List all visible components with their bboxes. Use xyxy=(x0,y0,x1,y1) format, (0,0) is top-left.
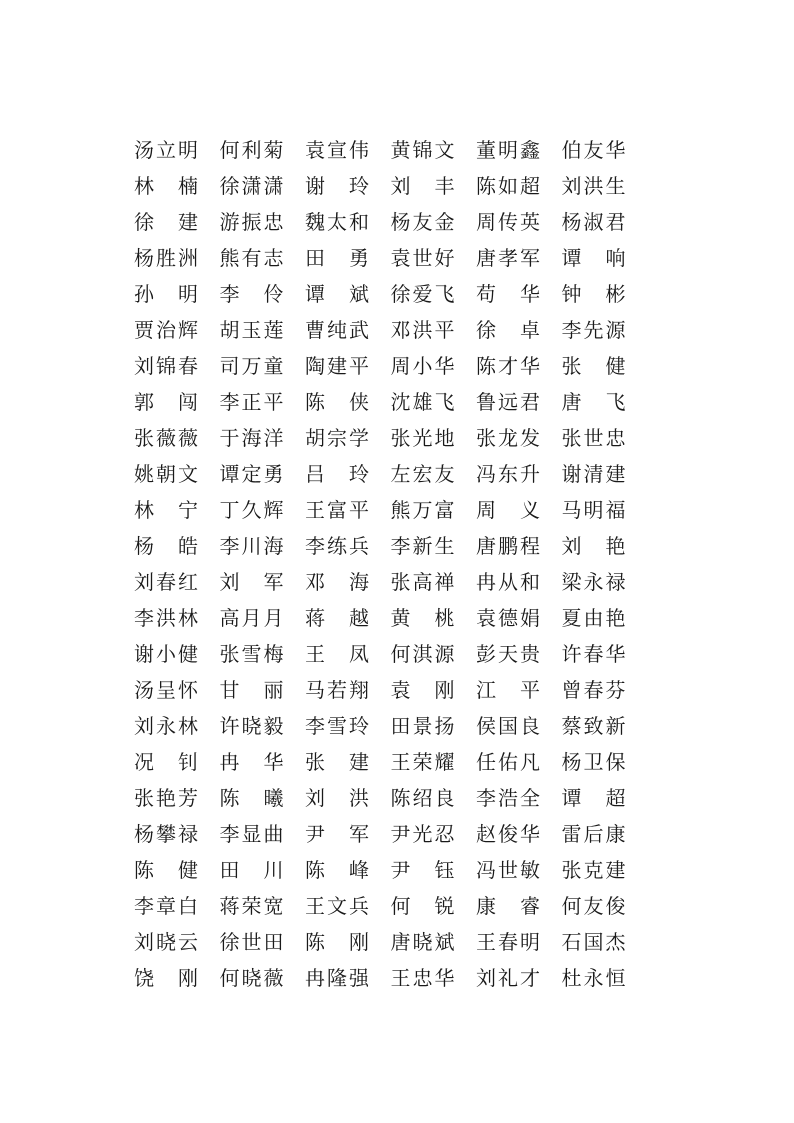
name-entry: 丁久辉 xyxy=(219,498,284,522)
name-entry: 张世忠 xyxy=(561,426,626,450)
name-entry: 鲁远君 xyxy=(476,390,540,414)
name-entry: 谭定勇 xyxy=(219,462,284,486)
name-entry: 张 健 xyxy=(561,354,626,378)
name-entry: 谭 超 xyxy=(561,786,626,810)
name-entry: 陈绍良 xyxy=(390,786,455,810)
name-entry: 左宏友 xyxy=(390,462,455,486)
name-entry: 梁永禄 xyxy=(561,570,626,594)
name-entry: 王荣耀 xyxy=(390,750,455,774)
name-entry: 李川海 xyxy=(219,534,284,558)
name-entry: 张 建 xyxy=(305,750,369,774)
name-entry: 田 勇 xyxy=(305,246,369,270)
name-entry: 刘礼才 xyxy=(476,966,540,990)
name-entry: 杨 皓 xyxy=(134,534,198,558)
name-entry: 许晓毅 xyxy=(219,714,284,738)
name-entry: 甘 丽 xyxy=(219,678,284,702)
name-entry: 任佑凡 xyxy=(476,750,540,774)
name-entry: 林 楠 xyxy=(134,174,198,198)
name-entry: 周小华 xyxy=(390,354,455,378)
name-entry: 李浩全 xyxy=(476,786,540,810)
name-entry: 陈才华 xyxy=(476,354,540,378)
name-entry: 刘春红 xyxy=(134,570,198,594)
name-entry: 王文兵 xyxy=(305,894,369,918)
name-entry: 李先源 xyxy=(561,318,626,342)
name-entry: 李雪玲 xyxy=(305,714,369,738)
name-entry: 汤立明 xyxy=(134,138,198,162)
name-entry: 冯东升 xyxy=(476,462,540,486)
name-entry: 陈 曦 xyxy=(219,786,284,810)
name-entry: 谢清建 xyxy=(561,462,626,486)
name-entry: 何淇源 xyxy=(390,642,455,666)
name-entry: 李章白 xyxy=(134,894,198,918)
name-entry: 邓 海 xyxy=(305,570,369,594)
name-entry: 尹 军 xyxy=(305,822,369,846)
name-entry: 江 平 xyxy=(476,678,540,702)
name-entry: 董明鑫 xyxy=(476,138,540,162)
name-entry: 杨淑君 xyxy=(561,210,626,234)
name-entry: 钟 彬 xyxy=(561,282,626,306)
name-entry: 高月月 xyxy=(219,606,284,630)
name-entry: 张艳芳 xyxy=(134,786,198,810)
name-entry: 李正平 xyxy=(219,390,284,414)
name-entry: 张薇薇 xyxy=(134,426,198,450)
name-entry: 刘晓云 xyxy=(134,930,198,954)
name-entry: 杨胜洲 xyxy=(134,246,198,270)
name-entry: 蒋荣宽 xyxy=(219,894,284,918)
name-entry: 李洪林 xyxy=(134,606,198,630)
name-entry: 徐 卓 xyxy=(476,318,540,342)
name-entry: 王春明 xyxy=(476,930,540,954)
name-entry: 苟 华 xyxy=(476,282,540,306)
name-entry: 曹纯武 xyxy=(305,318,369,342)
name-entry: 况 钊 xyxy=(134,750,198,774)
name-entry: 何晓薇 xyxy=(219,966,284,990)
name-entry: 石国杰 xyxy=(561,930,626,954)
name-entry: 刘 丰 xyxy=(390,174,455,198)
name-entry: 林 宁 xyxy=(134,498,198,522)
name-entry: 何友俊 xyxy=(561,894,626,918)
name-entry: 郭 闯 xyxy=(134,390,198,414)
name-entry: 徐爱飞 xyxy=(390,282,455,306)
name-entry: 姚朝文 xyxy=(134,462,198,486)
name-entry: 袁德娟 xyxy=(476,606,540,630)
name-entry: 邓洪平 xyxy=(390,318,455,342)
name-entry: 张克建 xyxy=(561,858,626,882)
name-entry: 李显曲 xyxy=(219,822,284,846)
name-entry: 陈如超 xyxy=(476,174,540,198)
name-entry: 何 锐 xyxy=(390,894,455,918)
name-entry: 张高禅 xyxy=(390,570,455,594)
name-entry: 夏由艳 xyxy=(561,606,626,630)
name-entry: 刘洪生 xyxy=(561,174,626,198)
name-entry: 刘永林 xyxy=(134,714,198,738)
name-entry: 熊有志 xyxy=(219,246,284,270)
name-entry: 马若翔 xyxy=(305,678,369,702)
name-entry: 唐鹏程 xyxy=(476,534,540,558)
name-entry: 冯世敏 xyxy=(476,858,540,882)
name-entry: 曾春芬 xyxy=(561,678,626,702)
name-entry: 魏太和 xyxy=(305,210,369,234)
name-entry: 马明福 xyxy=(561,498,626,522)
name-entry: 陈 健 xyxy=(134,858,198,882)
name-entry: 袁 刚 xyxy=(390,678,455,702)
name-entry: 刘 军 xyxy=(219,570,284,594)
name-entry: 杜永恒 xyxy=(561,966,626,990)
name-entry: 袁宣伟 xyxy=(305,138,369,162)
name-entry: 王 凤 xyxy=(305,642,369,666)
name-entry: 黄 桃 xyxy=(390,606,455,630)
name-entry: 陈 侠 xyxy=(305,390,369,414)
name-entry: 游振忠 xyxy=(219,210,284,234)
name-entry: 侯国良 xyxy=(476,714,540,738)
name-entry: 吕 玲 xyxy=(305,462,369,486)
name-entry: 唐晓斌 xyxy=(390,930,455,954)
name-entry: 刘 洪 xyxy=(305,786,369,810)
name-entry: 冉从和 xyxy=(476,570,540,594)
name-entry: 袁世好 xyxy=(390,246,455,270)
name-entry: 徐世田 xyxy=(219,930,284,954)
name-entry: 谢小健 xyxy=(134,642,198,666)
name-entry: 雷后康 xyxy=(561,822,626,846)
name-entry: 李新生 xyxy=(390,534,455,558)
name-entry: 田 川 xyxy=(219,858,284,882)
name-entry: 何利菊 xyxy=(219,138,284,162)
name-entry: 黄锦文 xyxy=(390,138,455,162)
name-entry: 周 义 xyxy=(476,498,540,522)
name-entry: 孙 明 xyxy=(134,282,198,306)
name-entry: 胡宗学 xyxy=(305,426,369,450)
name-entry: 谭 斌 xyxy=(305,282,369,306)
name-entry: 唐孝军 xyxy=(476,246,540,270)
name-entry: 张雪梅 xyxy=(219,642,284,666)
name-entry: 张光地 xyxy=(390,426,455,450)
name-entry: 杨卫保 xyxy=(561,750,626,774)
name-entry: 谢 玲 xyxy=(305,174,369,198)
name-entry: 许春华 xyxy=(561,642,626,666)
name-entry: 唐 飞 xyxy=(561,390,626,414)
name-entry: 伯友华 xyxy=(561,138,626,162)
name-entry: 刘锦春 xyxy=(134,354,198,378)
name-entry: 康 睿 xyxy=(476,894,540,918)
name-entry: 赵俊华 xyxy=(476,822,540,846)
name-entry: 杨友金 xyxy=(390,210,455,234)
name-entry: 司万童 xyxy=(219,354,284,378)
name-entry: 陶建平 xyxy=(305,354,369,378)
name-entry: 蔡致新 xyxy=(561,714,626,738)
name-entry: 周传英 xyxy=(476,210,540,234)
name-entry: 冉隆强 xyxy=(305,966,369,990)
name-entry: 贾治辉 xyxy=(134,318,198,342)
name-entry: 刘 艳 xyxy=(561,534,626,558)
name-entry: 田景扬 xyxy=(390,714,455,738)
name-entry: 徐潇潇 xyxy=(219,174,284,198)
name-entry: 尹 钰 xyxy=(390,858,455,882)
name-entry: 彭天贵 xyxy=(476,642,540,666)
name-entry: 谭 响 xyxy=(561,246,626,270)
name-entry: 胡玉莲 xyxy=(219,318,284,342)
name-entry: 尹光忍 xyxy=(390,822,455,846)
name-entry: 陈 峰 xyxy=(305,858,369,882)
name-entry: 王富平 xyxy=(305,498,369,522)
name-entry: 李练兵 xyxy=(305,534,369,558)
name-entry: 张龙发 xyxy=(476,426,540,450)
name-entry: 冉 华 xyxy=(219,750,284,774)
name-entry: 王忠华 xyxy=(390,966,455,990)
name-entry: 徐 建 xyxy=(134,210,198,234)
name-entry: 蒋 越 xyxy=(305,606,369,630)
name-list-grid xyxy=(134,132,634,996)
name-entry: 饶 刚 xyxy=(134,966,198,990)
name-entry: 李 伶 xyxy=(219,282,284,306)
name-entry: 汤呈怀 xyxy=(134,678,198,702)
name-entry: 陈 刚 xyxy=(305,930,369,954)
name-entry: 沈雄飞 xyxy=(390,390,455,414)
name-entry: 于海洋 xyxy=(219,426,284,450)
name-entry: 杨攀禄 xyxy=(134,822,198,846)
name-entry: 熊万富 xyxy=(390,498,455,522)
